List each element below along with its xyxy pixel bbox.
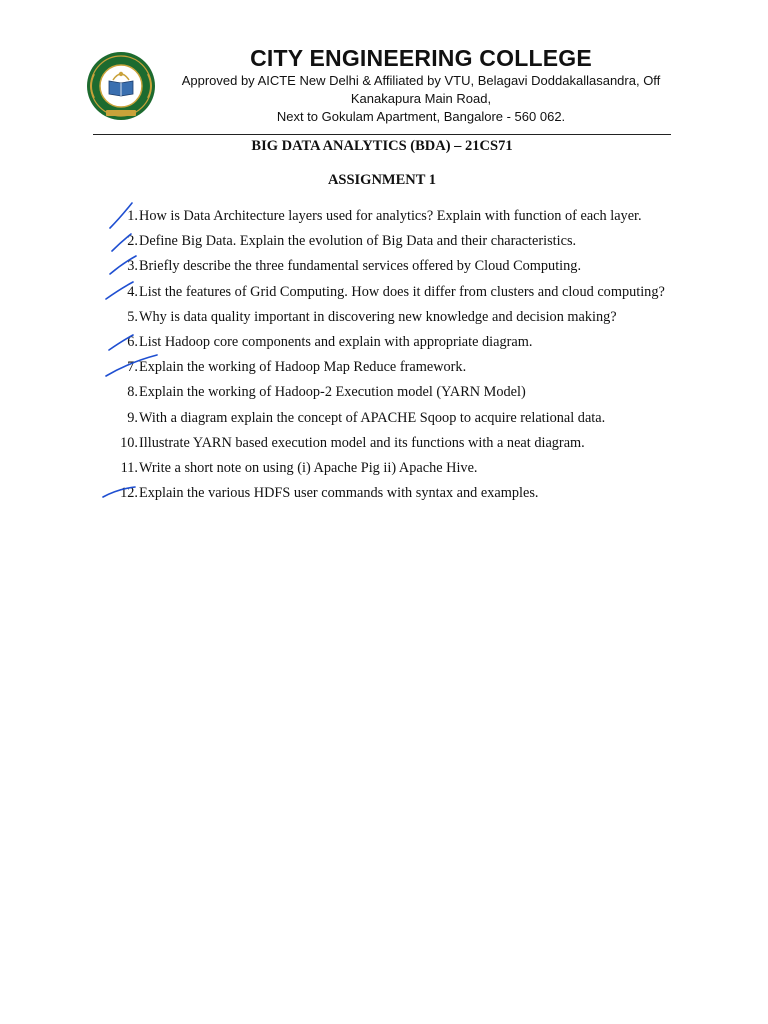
question-item <box>108 204 676 229</box>
assignment-title: ASSIGNMENT 1 <box>327 172 437 188</box>
question-item <box>108 456 676 481</box>
address-line-3: Next to Gokulam Apartment, Bangalore - 560 062. <box>276 109 566 124</box>
question-number: 1. <box>127 208 138 224</box>
question-text: Write a short note on using (i) Apache Pig ii) Apache Hive. <box>139 460 478 477</box>
question-number: 10. <box>120 434 138 451</box>
question-item <box>108 481 676 506</box>
letterhead <box>170 44 672 126</box>
question-item <box>108 229 676 254</box>
question-number: 12. <box>120 485 138 502</box>
header-divider <box>93 134 671 135</box>
question-item <box>108 305 676 330</box>
question-list <box>108 204 676 506</box>
address-line-2: Kanakapura Main Road, <box>350 91 492 106</box>
question-text: List the features of Grid Computing. How does it differ from clusters and cloud computing? <box>139 283 665 300</box>
question-text: List Hadoop core components and explain with appropriate diagram. <box>139 334 533 351</box>
question-item <box>108 355 676 380</box>
question-number: 11. <box>120 460 138 477</box>
question-item <box>108 406 676 431</box>
question-number: 8. <box>127 384 138 401</box>
course-title: BIG DATA ANALYTICS (BDA) – 21CS71 <box>251 138 513 154</box>
question-text: Explain the working of Hadoop-2 Execution model (YARN Model) <box>139 384 526 401</box>
question-number: 9. <box>127 409 138 426</box>
question-number: 5. <box>127 308 138 325</box>
question-text: Explain the working of Hadoop Map Reduce framework. <box>139 359 467 376</box>
question-text: Define Big Data. Explain the evolution of Big Data and their characteristics. <box>139 233 577 250</box>
question-number: 4. <box>127 283 138 300</box>
question-text: With a diagram explain the concept of APACHE Sqoop to acquire relational data. <box>139 409 606 426</box>
question-item <box>108 431 676 456</box>
college-name: CITY ENGINEERING COLLEGE <box>250 45 592 71</box>
question-number: 2. <box>127 233 138 250</box>
question-text: Illustrate YARN based execution model and its functions with a neat diagram. <box>139 434 585 451</box>
question-number: 7. <box>127 359 138 376</box>
college-logo <box>82 50 160 122</box>
question-text: Why is data quality important in discovering new knowledge and decision making? <box>139 308 617 325</box>
address-line-1: Approved by AICTE New Delhi & Affiliated by VTU, Belagavi Doddakallasandra, Off <box>181 73 661 88</box>
question-text: How is Data Architecture layers used for analytics? Explain with function of each layer. <box>139 208 642 224</box>
question-text: Explain the various HDFS user commands with syntax and examples. <box>139 485 539 502</box>
question-number: 6. <box>127 334 138 351</box>
question-item <box>108 380 676 405</box>
question-item <box>108 254 676 279</box>
question-item <box>108 280 676 305</box>
question-number: 3. <box>127 258 138 275</box>
question-item <box>108 330 676 355</box>
question-text: Briefly describe the three fundamental services offered by Cloud Computing. <box>139 258 582 275</box>
